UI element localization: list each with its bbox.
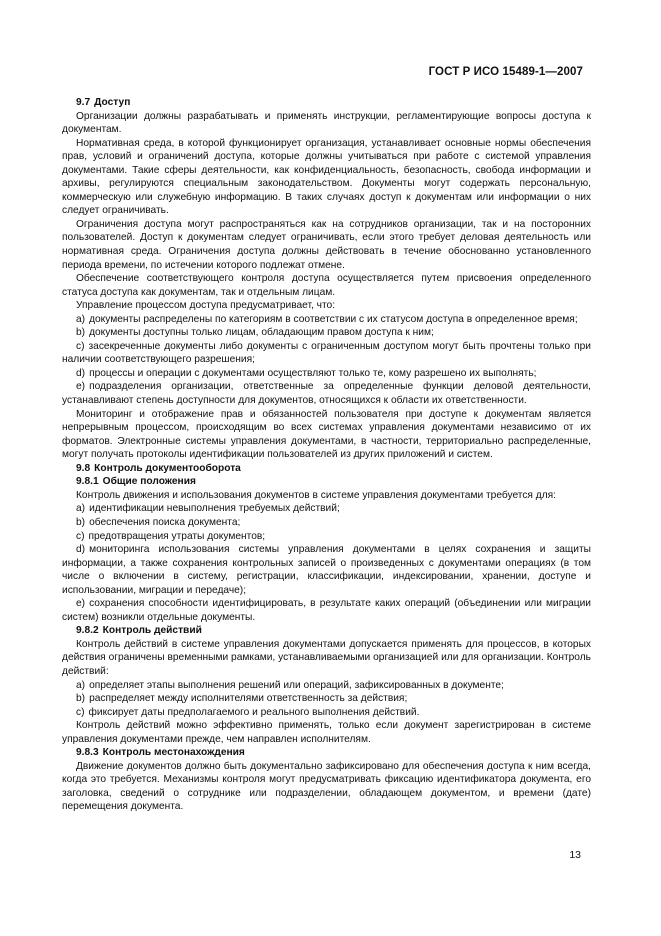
- section-title: Контроль документооборота: [94, 462, 241, 474]
- paragraph: Обеспечение соответствующего контроля доступа осуществляется путем присвоения определенного статуса доступа как документам, так и отдельным лицам.: [62, 273, 591, 298]
- list-item: [62, 692, 591, 706]
- list-item-text: документы распределены по категориям в соответствии с их статусом доступа в определенное время;: [89, 313, 578, 325]
- section-number: 9.8.1: [76, 476, 99, 488]
- list-item-text: предотвращения утраты документов;: [88, 530, 266, 542]
- list-item-marker: b): [76, 693, 86, 705]
- list-item-marker: d): [76, 367, 86, 379]
- list-item-text: определяет этапы выполнения решений или операций, зафиксированных в документе;: [89, 679, 504, 691]
- list-item-marker: b): [76, 327, 86, 339]
- list-item-text: распределяет между исполнителями ответственность за действия;: [89, 693, 408, 705]
- section-heading: [62, 475, 591, 489]
- paragraph: Контроль движения и использования документов в системе управления документами требуется для:: [76, 489, 557, 501]
- paragraph: Ограничения доступа могут распространяться как на сотрудников организации, так и на посторонних пользователей. Доступ к документам следует ограничивать, если этого требует деловая деятельность или нормативная среда. Ограничения доступа должны действовать в течение обоснованно установленного периода времени, по истечении которого подлежат отмене.: [62, 218, 591, 271]
- section-number: 9.7: [76, 97, 91, 108]
- section-number: 9.8: [76, 462, 91, 474]
- list-item-text: идентификации невыполнения требуемых действий;: [89, 503, 340, 515]
- paragraph: Контроль действий в системе управления документами допускается применять для процессов, в которых действия ограничены временными рамками, устанавливаемыми организацией или для организации. Контроль действий:: [62, 638, 591, 677]
- list-item-marker: d): [76, 544, 86, 556]
- list-item-marker: c): [76, 530, 85, 542]
- paragraph: Мониторинг и отображение прав и обязанностей пользователя при доступе к документам является непрерывным процессом, происходящим во всех системах управления документами независимо от их форматов. Электронные системы управления документами, в частности, территориально распределенные, могут получать протоколы идентификации пользователей из других приложений и систем.: [62, 408, 591, 461]
- paragraph: Движение документов должно быть документально зафиксировано для обеспечения доступа к ним всегда, когда это требуется. Механизмы контроля могут предусматривать фиксацию идентификатора документа, его заголовка, сведений о сотруднике или подразделении, обладающем документом, и времени (дате) перемещения документа.: [62, 760, 591, 813]
- list-item: [62, 516, 591, 530]
- section-number: 9.8.2: [76, 625, 99, 637]
- list-item-marker: c): [76, 706, 85, 718]
- list-item-text: мониторинга использования системы управления документами в целях сохранения и защиты информации, а также сохранения контрольных записей о произведенных с документами операциях (в том числе о включении в систему, регистрации, классификации, индексировании, хранении, доступе и использовании, миграции и передаче);: [62, 544, 591, 596]
- section-heading: [62, 462, 591, 476]
- list-item: [62, 679, 591, 693]
- list-item: [62, 313, 591, 327]
- list-item-text: фиксирует даты предполагаемого и реального выполнения действий.: [88, 706, 420, 718]
- list-item: [62, 530, 591, 544]
- section-title: Доступ: [94, 97, 131, 108]
- section-heading: [62, 96, 591, 110]
- list-item: [62, 367, 591, 381]
- list-item: [62, 326, 591, 340]
- paragraph: Управление процессом доступа предусматривает, что:: [76, 300, 336, 312]
- section-number: 9.8.3: [76, 747, 99, 759]
- list-item-marker: a): [76, 679, 86, 691]
- document-body: [62, 96, 591, 814]
- list-item-text: документы доступны только лицам, обладающим правом доступа к ним;: [89, 327, 434, 339]
- list-item: [62, 597, 591, 624]
- paragraph: Организации должны разрабатывать и применять инструкции, регламентирующие вопросы доступа к документам.: [62, 110, 591, 136]
- list-item-marker: a): [76, 503, 86, 515]
- section-title: Контроль местонахождения: [102, 747, 245, 759]
- list-item-marker: b): [76, 516, 86, 528]
- list-item: [62, 502, 591, 516]
- list-item-text: обеспечения поиска документа;: [89, 516, 241, 528]
- paragraph: Нормативная среда, в которой функционирует организация, устанавливает основные нормы обеспечения прав, условий и ограничений доступа, которые должны учитываться при работе с системой управления документами. Такие сферы деятельности, как конфиденциальность, безопасность, свобода информации и архивы, регулируются специальным законодательством. Документы могут содержать персональную, коммерческую или служебную информацию. В таких случаях доступ к документам или информации о них следует ограничивать.: [62, 137, 591, 217]
- list-item-marker: c): [76, 340, 85, 352]
- section-title: Общие положения: [102, 476, 196, 488]
- list-item-text: сохранения способности идентифицировать, в результате каких операций (объединении или миграции систем) возникли отдельные документы.: [62, 598, 591, 623]
- paragraph: Контроль действий можно эффективно применять, только если документ зарегистрирован в системе управления документами прежде, чем направлен исполнителям.: [62, 720, 591, 745]
- list-item: [62, 340, 591, 367]
- page-number: 13: [569, 849, 581, 861]
- list-item: [62, 380, 591, 407]
- section-heading: [62, 746, 591, 760]
- list-item: [62, 543, 591, 597]
- document-standard-header: ГОСТ Р ИСО 15489-1—2007: [428, 66, 583, 78]
- section-heading: [62, 624, 591, 638]
- list-item-marker: e): [76, 598, 86, 610]
- list-item-text: засекреченные документы либо документы с ограниченным доступом могут быть прочтены только при наличии соответствующего разрешения;: [62, 340, 591, 366]
- section-title: Контроль действий: [102, 625, 202, 637]
- list-item-text: процессы и операции с документами осуществляют только те, кому разрешено их выполнять;: [89, 367, 537, 379]
- list-item-marker: e): [76, 381, 86, 393]
- list-item: [62, 706, 591, 720]
- list-item-text: подразделения организации, ответственные за определенные функции деловой деятельности, устанавливают степень доступности для документов, относящихся к области их ответственности.: [62, 381, 591, 407]
- list-item-marker: a): [76, 313, 86, 325]
